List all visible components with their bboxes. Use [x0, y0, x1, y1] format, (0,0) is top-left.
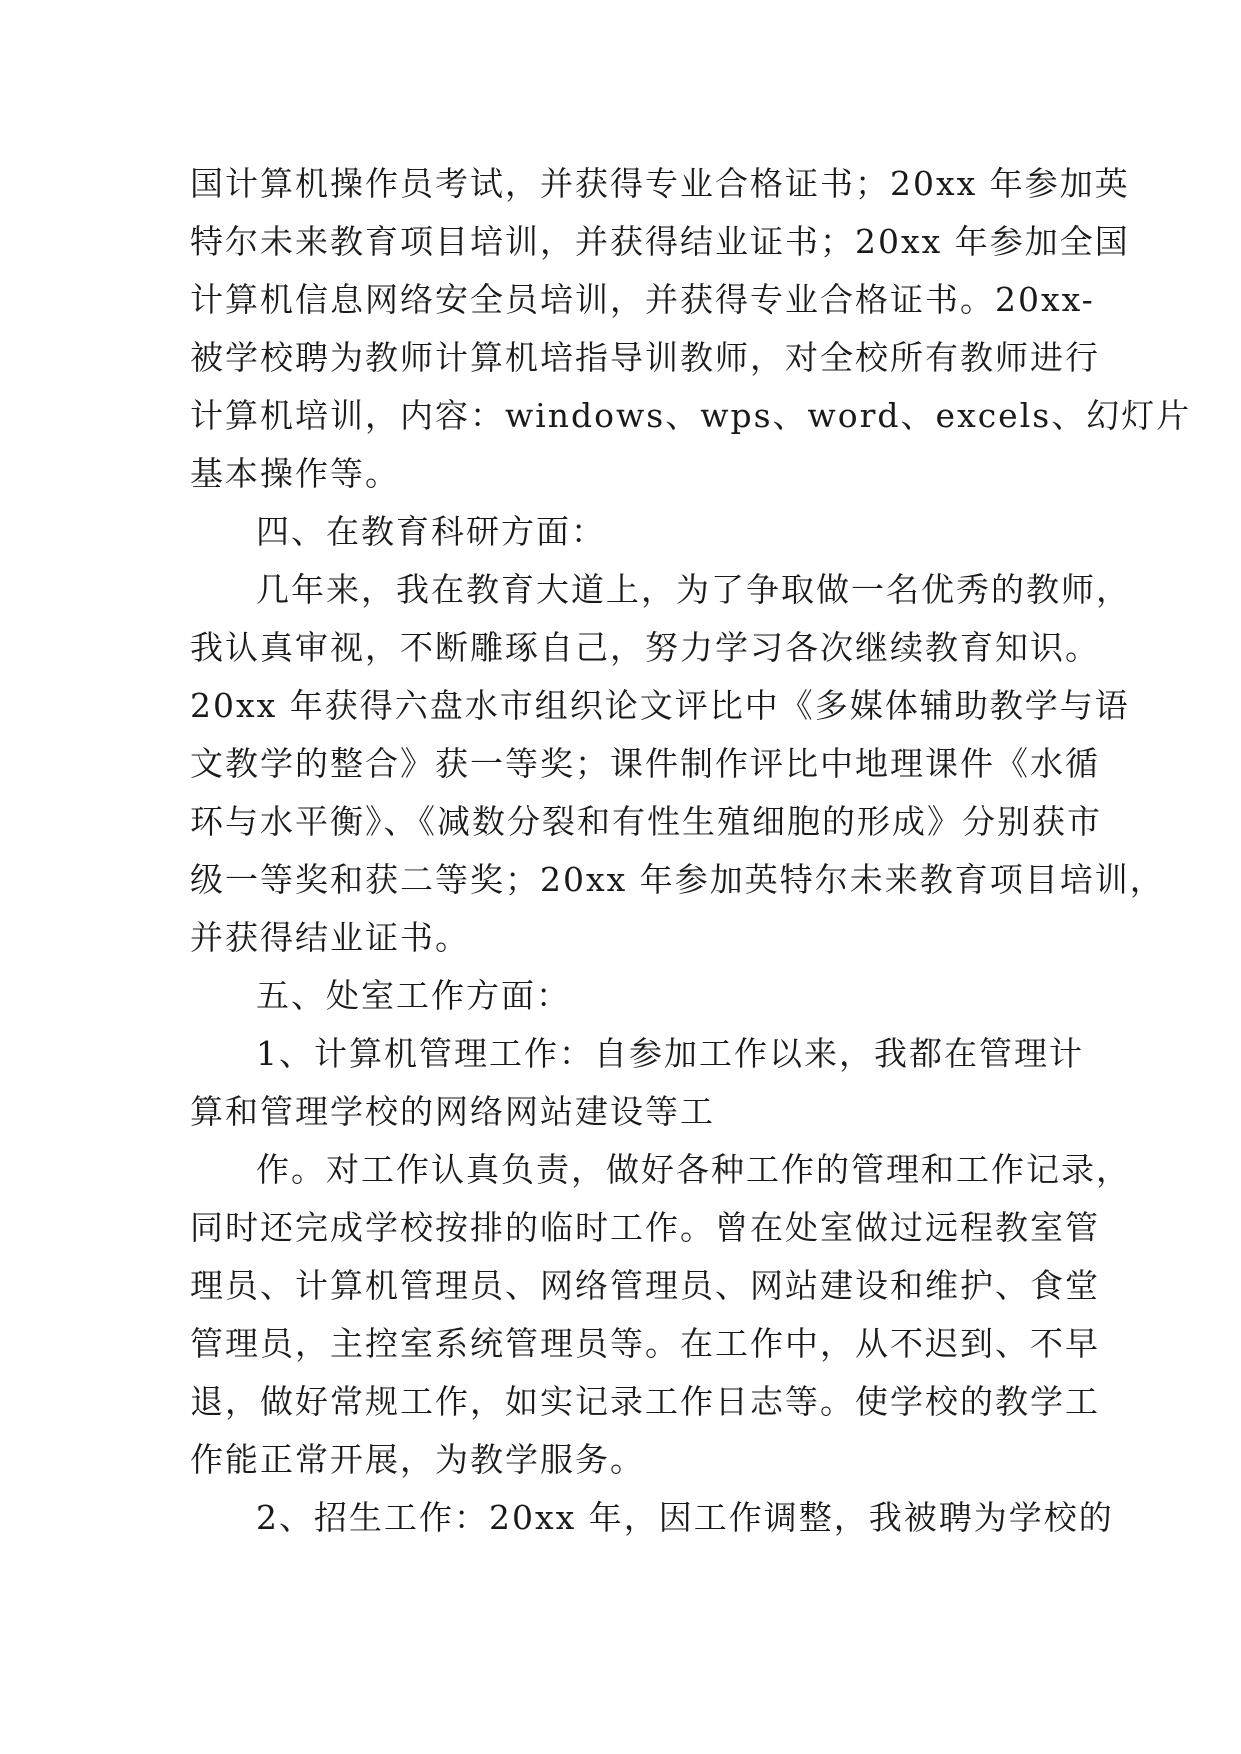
section-heading: 四、在教育科研方面： [256, 512, 606, 551]
text-line: 文教学的整合》获一等奖；课件制作评比中地理课件《水循 [190, 744, 1100, 783]
text-line: 特尔未来教育项目培训，并获得结业证书；20xx 年参加全国 [190, 222, 1130, 261]
text-line: 同时还完成学校按排的临时工作。曾在处室做过远程教室管 [190, 1208, 1100, 1247]
text-line: 2、招生工作：20xx 年，因工作调整，我被聘为学校的 [256, 1498, 1114, 1537]
text-line: 环与水平衡》、《减数分裂和有性生殖细胞的形成》分别获市 [190, 802, 1102, 841]
text-line: 退，做好常规工作，如实记录工作日志等。使学校的教学工 [190, 1382, 1100, 1421]
text-line: 作能正常开展，为教学服务。 [190, 1440, 645, 1479]
text-line: 被学校聘为教师计算机培指导训教师，对全校所有教师进行 [190, 338, 1100, 377]
text-line: 算和管理学校的网络网站建设等工 [190, 1092, 715, 1131]
text-line: 管理员，主控室系统管理员等。在工作中，从不迟到、不早 [190, 1324, 1100, 1363]
text-line: 计算机信息网络安全员培训，并获得专业合格证书。20xx- [190, 280, 1095, 319]
text-line: 计算机培训，内容：windows、wps、word、excels、幻灯片 [190, 396, 1192, 435]
text-line: 几年来，我在教育大道上，为了争取做一名优秀的教师， [256, 570, 1131, 609]
text-line: 作。对工作认真负责，做好各种工作的管理和工作记录， [256, 1150, 1131, 1189]
text-line: 基本操作等。 [190, 454, 400, 493]
text-line: 20xx 年获得六盘水市组织论文评比中《多媒体辅助教学与语 [190, 686, 1130, 725]
text-line: 理员、计算机管理员、网络管理员、网站建设和维护、食堂 [190, 1266, 1100, 1305]
section-heading: 五、处室工作方面： [256, 976, 571, 1015]
text-line: 级一等奖和获二等奖；20xx 年参加英特尔未来教育项目培训， [190, 860, 1165, 899]
text-line: 我认真审视，不断雕琢自己，努力学习各次继续教育知识。 [190, 628, 1100, 667]
text-line: 1、计算机管理工作：自参加工作以来，我都在管理计 [256, 1034, 1084, 1073]
text-line: 国计算机操作员考试，并获得专业合格证书；20xx 年参加英 [190, 164, 1130, 203]
text-line: 并获得结业证书。 [190, 918, 470, 957]
